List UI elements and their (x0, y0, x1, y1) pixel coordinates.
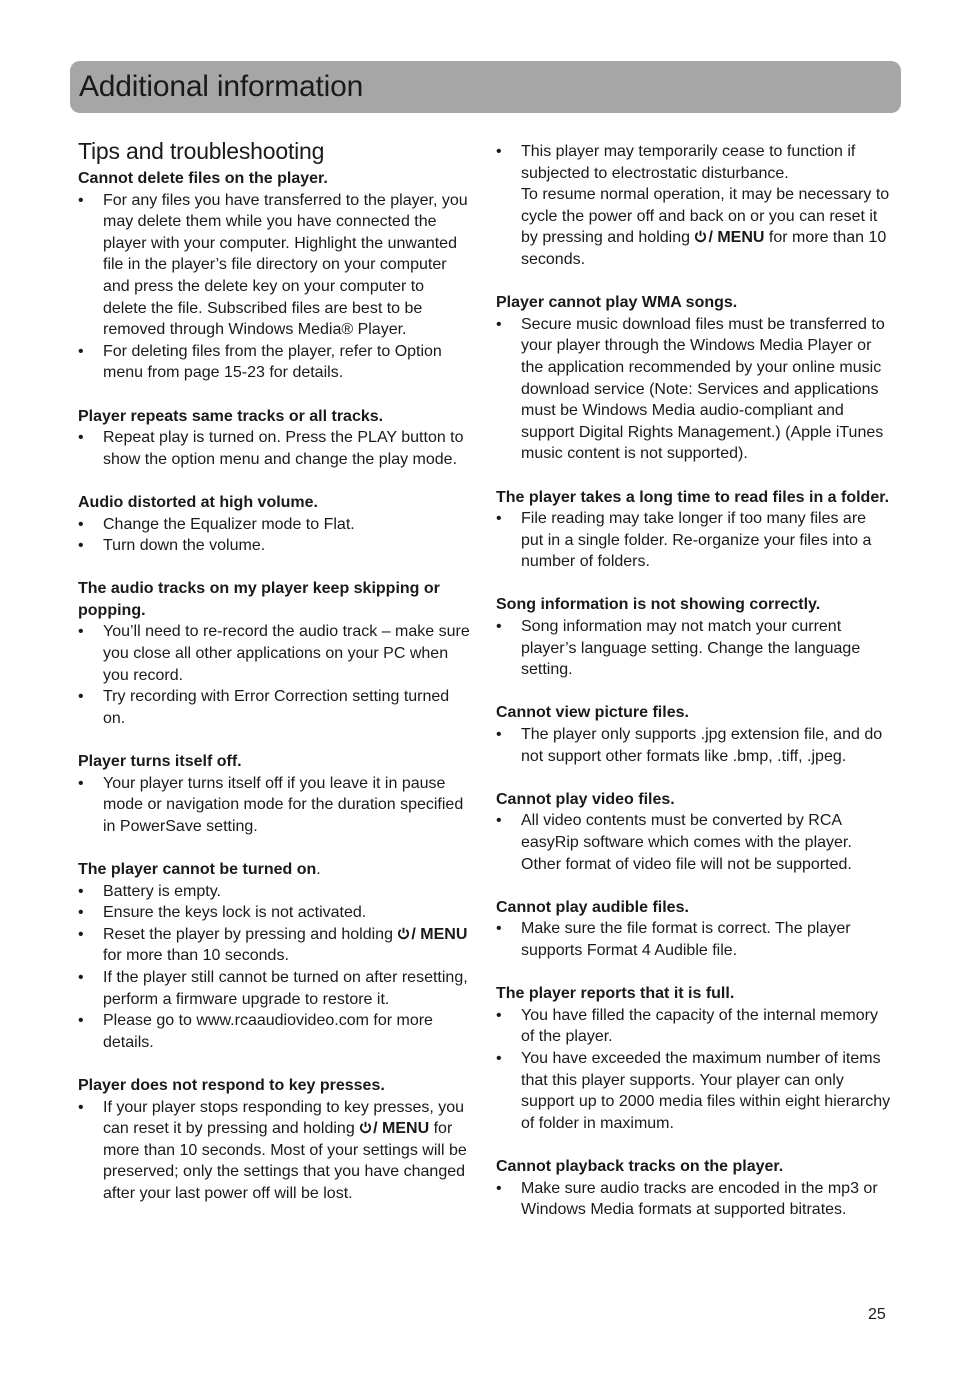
bullet-text: To resume normal operation, it may be necessary to cycle the power off and back on or you can reset it by pressing and holding (521, 186, 890, 247)
bullet-text: If your player stops responding to key presses, you can reset it by pressing and holding (103, 1098, 465, 1138)
topic-title: Player repeats same tracks or all tracks. (78, 407, 384, 425)
bullet-item: • Song information may not match your current player’s language setting. Change the language setting. (496, 616, 891, 681)
topic (78, 168, 470, 384)
topic-title: Cannot play video files. (496, 790, 675, 808)
page-number: 25 (868, 1306, 886, 1323)
bullet-item (496, 141, 891, 271)
menu-key-label: / MENU (411, 925, 468, 943)
topic-title: The audio tracks on my player keep skipping or popping. (78, 580, 440, 619)
bullet-item: • Your player turns itself off if you leave it in pause mode or navigation mode for the duration specified in PowerSave setting. (78, 773, 470, 838)
right-topics (496, 292, 891, 1221)
bullet-item: • Change the Equalizer mode to Flat. (78, 514, 470, 536)
bullet-item: • The player only supports .jpg extension file, and do not support other formats like .bmp, .tiff, .jpeg. (496, 724, 891, 767)
topic-electrostatic (496, 141, 891, 271)
topic-title: Cannot playback tracks on the player. (496, 1157, 784, 1175)
bullet-list (496, 918, 891, 961)
topic (78, 751, 470, 837)
bullet-text: This player may temporarily cease to function if subjected to electrostatic disturbance. (521, 143, 856, 182)
bullet-list (496, 810, 891, 875)
menu-key-label: / MENU (708, 229, 765, 247)
topic (496, 702, 891, 767)
topic-cannot-turn-on (78, 859, 470, 1053)
left-topics (78, 168, 470, 837)
bullet-item: • Ensure the keys lock is not activated. (78, 902, 470, 924)
bullet-item: • Repeat play is turned on. Press the PLAY button to show the option menu and change the play mode. (78, 427, 470, 470)
bullet-list (78, 621, 470, 729)
bullet-list (78, 514, 470, 557)
bullet-item (78, 924, 470, 967)
bullet-list (496, 1005, 891, 1135)
topic-title: Cannot view picture files. (496, 704, 689, 722)
bullet-list (496, 1178, 891, 1221)
power-icon (359, 1121, 372, 1134)
topic-title: Song information is not showing correctly. (496, 596, 821, 614)
topic-title: The player reports that it is full. (496, 985, 735, 1003)
bullet-item: • Turn down the volume. (78, 535, 470, 557)
bullet-list (496, 616, 891, 681)
menu-key-label: / MENU (373, 1120, 430, 1138)
bullet-list (496, 314, 891, 465)
power-icon (694, 230, 707, 243)
bullet-item: • For deleting files from the player, refer to Option menu from page 15-23 for details. (78, 341, 470, 384)
bullet-list (78, 1097, 470, 1205)
topic-title: Cannot play audible files. (496, 898, 689, 916)
topic-title: The player takes a long time to read files in a folder. (496, 488, 890, 506)
bullet-item: • For any files you have transferred to the player, you may delete them while you have connected the player with your computer. Highlight the unwanted file in the player’s file directory on your computer and press the delete key on your computer to delete the file. Subscribed files are best to be removed through Windows Media® Player. (78, 190, 470, 341)
topic (496, 789, 891, 875)
topic (496, 983, 891, 1134)
bullet-text: Reset the player by pressing and holding (103, 925, 398, 943)
bullet-list (496, 141, 891, 271)
bullet-item: • Make sure audio tracks are encoded in the mp3 or Windows Media formats at supported bitrates. (496, 1178, 891, 1221)
section-title: Tips and troubleshooting (78, 138, 325, 164)
bullet-item: • You have filled the capacity of the internal memory of the player. (496, 1005, 891, 1048)
topic (496, 292, 891, 465)
topic-title-suffix: . (316, 861, 321, 878)
topic (78, 492, 470, 557)
topic-key-presses (78, 1075, 470, 1205)
power-icon (397, 927, 410, 940)
topic (496, 594, 891, 680)
left-column (78, 132, 470, 1226)
bullet-item: • All video contents must be converted by RCA easyRip software which comes with the player. Other format of video file will not be supported. (496, 810, 891, 875)
bullet-list (78, 881, 470, 1054)
bullet-text: for more than 10 seconds. (103, 947, 289, 965)
bullet-item: • You’ll need to re-record the audio track – make sure you close all other applications on your PC when you record. (78, 621, 470, 686)
topic-title: Audio distorted at high volume. (78, 493, 318, 511)
right-column (496, 141, 891, 1242)
bullet-list (496, 508, 891, 573)
bullet-item: • If the player still cannot be turned on after resetting, perform a firmware upgrade to restore it. (78, 967, 470, 1010)
topic-title: The player cannot be turned on (78, 861, 317, 878)
bullet-item: • Battery is empty. (78, 881, 470, 903)
topic (496, 1156, 891, 1221)
bullet-list (496, 724, 891, 767)
bullet-item: • File reading may take longer if too many files are put in a single folder. Re-organize your files into a number of folders. (496, 508, 891, 573)
header-bar (70, 61, 901, 113)
bullet-item: • Make sure the file format is correct. The player supports Format 4 Audible file. (496, 918, 891, 961)
bullet-list (78, 427, 470, 470)
topic-title: Player turns itself off. (78, 753, 242, 771)
bullet-item: • You have exceeded the maximum number of items that this player supports. Your player can only support up to 2000 media files within eight hierarchy of folder in maximum. (496, 1048, 891, 1134)
topic-title: Player does not respond to key presses. (78, 1076, 385, 1094)
bullet-text: for more than 10 seconds. (521, 229, 887, 268)
page-title: Additional information (79, 70, 364, 103)
bullet-item: • Try recording with Error Correction setting turned on. (78, 686, 470, 729)
bullet-list (78, 773, 470, 838)
bullet-item: • Please go to www.rcaaudiovideo.com for more details. (78, 1010, 470, 1053)
topic-title: Player cannot play WMA songs. (496, 294, 738, 312)
topic (78, 406, 470, 471)
bullet-item: • Secure music download files must be transferred to your player through the Windows Media Player or the application recommended by your online music download service (Note: Services and applications must be Windows Media audio-compliant and support Digital Rights Management.) (Apple iTunes music content is not supported). (496, 314, 891, 465)
topic (496, 487, 891, 573)
topic-title: Cannot delete files on the player. (78, 170, 328, 187)
bullet-list (78, 190, 470, 384)
topic (496, 897, 891, 962)
topic (78, 578, 470, 729)
bullet-item (78, 1097, 470, 1205)
bullet-text: for more than 10 seconds. Most of your settings will be preserved; only the settings that you have changed after your last power off will be lost. (103, 1120, 467, 1202)
